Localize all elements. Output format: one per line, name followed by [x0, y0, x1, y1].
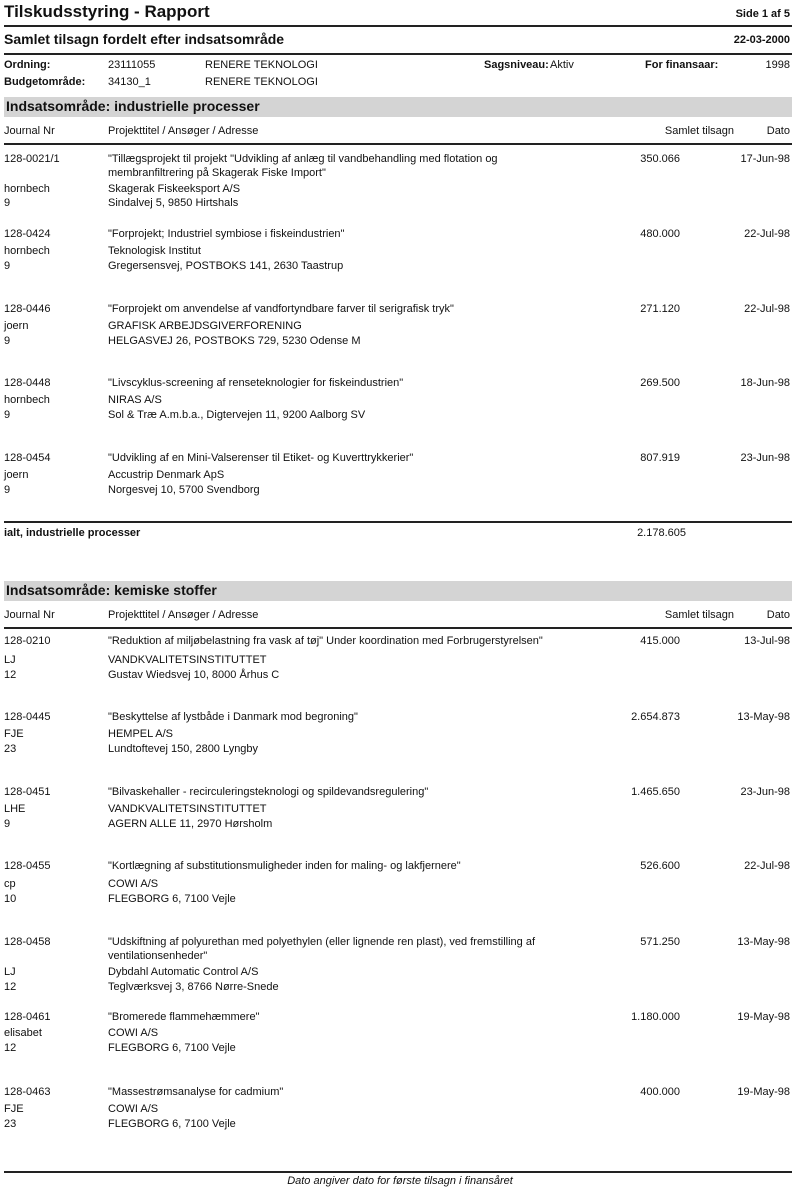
- ordning-code: 23111055: [108, 59, 156, 71]
- address: Teglværksvej 3, 8766 Nørre-Snede: [108, 981, 279, 993]
- journal-nr: 128-0210: [4, 635, 51, 647]
- address: FLEGBORG 6, 7100 Vejle: [108, 1042, 236, 1054]
- journal-nr: 128-0021/1: [4, 153, 60, 165]
- level: 12: [4, 1042, 17, 1054]
- date: 19-May-98: [737, 1086, 790, 1098]
- project-title: "Udskiftning af polyurethan med polyethylen (eller lignende ren plast), ved fremstilling af ventilationsenheder": [108, 936, 536, 962]
- user: LJ: [4, 966, 16, 978]
- col-journal: Journal Nr: [4, 609, 55, 621]
- applicant: NIRAS A/S: [108, 394, 162, 406]
- journal-nr: 128-0461: [4, 1011, 51, 1023]
- col-amount: Samlet tilsagn: [664, 609, 734, 621]
- date: 13-May-98: [737, 936, 790, 948]
- journal-nr: 128-0448: [4, 377, 51, 389]
- ordning-label: Ordning:: [4, 59, 51, 71]
- address: HELGASVEJ 26, POSTBOKS 729, 5230 Odense M: [108, 335, 361, 347]
- user: joern: [4, 469, 29, 481]
- user: hornbech: [4, 183, 50, 195]
- date: 23-Jun-98: [740, 786, 790, 798]
- user: FJE: [4, 1103, 24, 1115]
- applicant: COWI A/S: [108, 1103, 159, 1115]
- applicant: Skagerak Fiskeeksport A/S: [108, 183, 241, 195]
- date: 13-May-98: [737, 711, 790, 723]
- address: Sol & Træ A.m.b.a., Digtervejen 11, 9200 Aalborg SV: [108, 409, 366, 421]
- project-title: "Beskyttelse af lystbåde i Danmark mod begroning": [108, 711, 358, 723]
- divider: [4, 521, 792, 523]
- project-title: "Tillægsprojekt til projekt "Udvikling af anlæg til vandbehandling med flotation og membranfiltrering på Skagerak Fiske Import": [108, 153, 498, 179]
- applicant: COWI A/S: [108, 1027, 159, 1039]
- level: 9: [4, 197, 11, 209]
- user: cp: [4, 878, 16, 890]
- project-title: "Bromerede flammehæmmere": [108, 1011, 260, 1023]
- address: Gustav Wiedsvej 10, 8000 Århus C: [108, 669, 280, 681]
- level: 9: [4, 260, 11, 272]
- section-total-label: ialt, industrielle processer: [4, 527, 141, 539]
- user: LHE: [4, 803, 26, 815]
- budget-name: RENERE TEKNOLOGI: [205, 76, 318, 88]
- applicant: Dybdahl Automatic Control A/S: [108, 966, 259, 978]
- user: hornbech: [4, 394, 50, 406]
- date: 18-Jun-98: [740, 377, 790, 389]
- journal-nr: 128-0455: [4, 860, 51, 872]
- section-total-value: 2.178.605: [637, 527, 686, 539]
- section-title: Indsatsområde: kemiske stoffer: [6, 582, 217, 598]
- applicant: VANDKVALITETSINSTITUTTET: [108, 654, 267, 666]
- budget-code: 34130_1: [108, 76, 151, 88]
- level: 9: [4, 818, 11, 830]
- amount: 526.600: [640, 860, 680, 872]
- address: Lundtoftevej 150, 2800 Lyngby: [108, 743, 259, 755]
- user: joern: [4, 320, 29, 332]
- amount: 480.000: [640, 228, 680, 240]
- level: 9: [4, 409, 11, 421]
- applicant: HEMPEL A/S: [108, 728, 174, 740]
- applicant: Teknologisk Institut: [108, 245, 201, 257]
- user: elisabet: [4, 1027, 42, 1039]
- applicant: GRAFISK ARBEJDSGIVERFORENING: [108, 320, 302, 332]
- page-indicator: Side 1 af 5: [735, 8, 790, 20]
- date: 22-Jul-98: [744, 228, 790, 240]
- footer-note: Dato angiver dato for første tilsagn i finansåret: [287, 1175, 513, 1187]
- project-title: "Reduktion af miljøbelastning fra vask af tøj" Under koordination med Forbrugerstyrelsen": [108, 635, 543, 647]
- divider: [4, 1171, 792, 1173]
- level: 23: [4, 743, 17, 755]
- col-project: Projekttitel / Ansøger / Adresse: [108, 125, 259, 137]
- user: hornbech: [4, 245, 50, 257]
- address: Gregersensvej, POSTBOKS 141, 2630 Taastrup: [108, 260, 344, 272]
- applicant: Accustrip Denmark ApS: [108, 469, 225, 481]
- sagsniveau-value: Aktiv: [550, 59, 574, 71]
- journal-nr: 128-0463: [4, 1086, 51, 1098]
- report-title: Tilskudsstyring - Rapport: [4, 2, 210, 21]
- journal-nr: 128-0451: [4, 786, 51, 798]
- col-project: Projekttitel / Ansøger / Adresse: [108, 609, 259, 621]
- divider: [4, 627, 792, 629]
- budget-label: Budgetområde:: [4, 76, 86, 88]
- level: 12: [4, 981, 17, 993]
- project-title: "Udvikling af en Mini-Valserenser til Etiket- og Kuverttrykkerier": [108, 452, 414, 464]
- col-date: Dato: [766, 125, 790, 137]
- level: 23: [4, 1118, 17, 1130]
- user: LJ: [4, 654, 16, 666]
- project-title: "Bilvaskehaller - recirculeringsteknologi og spildevandsregulering": [108, 786, 429, 798]
- project-title: "Forprojekt om anvendelse af vandfortyndbare farver til serigrafisk tryk": [108, 303, 454, 315]
- divider: [4, 143, 792, 145]
- journal-nr: 128-0445: [4, 711, 51, 723]
- amount: 571.250: [640, 936, 680, 948]
- project-title: "Kortlægning af substitutionsmuligheder inden for maling- og lakfjernere": [108, 860, 461, 872]
- amount: 271.120: [640, 303, 680, 315]
- amount: 415.000: [640, 635, 680, 647]
- report-subtitle: Samlet tilsagn fordelt efter indsatsområde: [4, 31, 285, 47]
- col-date: Dato: [766, 609, 790, 621]
- section-title: Indsatsområde: industrielle processer: [6, 98, 260, 114]
- divider: [4, 25, 792, 27]
- amount: 400.000: [640, 1086, 680, 1098]
- address: Norgesvej 10, 5700 Svendborg: [108, 484, 260, 496]
- project-title: "Livscyklus-screening af renseteknologier for fiskeindustrien": [108, 377, 404, 389]
- sagsniveau-label: Sagsniveau:: [484, 59, 549, 71]
- finansaar-value: 1998: [765, 59, 790, 71]
- date: 22-Jul-98: [744, 303, 790, 315]
- level: 10: [4, 893, 17, 905]
- date: 13-Jul-98: [744, 635, 790, 647]
- project-title: "Forprojekt; Industriel symbiose i fiskeindustrien": [108, 228, 345, 240]
- journal-nr: 128-0458: [4, 936, 51, 948]
- date: 22-Jul-98: [744, 860, 790, 872]
- journal-nr: 128-0454: [4, 452, 51, 464]
- col-amount: Samlet tilsagn: [664, 125, 734, 137]
- address: AGERN ALLE 11, 2970 Hørsholm: [108, 818, 273, 830]
- divider: [4, 53, 792, 55]
- amount: 807.919: [640, 452, 680, 464]
- finansaar-label: For finansaar:: [645, 59, 719, 71]
- applicant: COWI A/S: [108, 878, 159, 890]
- amount: 350.066: [640, 153, 680, 165]
- date: 17-Jun-98: [740, 153, 790, 165]
- amount: 1.180.000: [631, 1011, 680, 1023]
- applicant: VANDKVALITETSINSTITUTTET: [108, 803, 267, 815]
- date: 19-May-98: [737, 1011, 790, 1023]
- journal-nr: 128-0446: [4, 303, 51, 315]
- level: 9: [4, 335, 11, 347]
- amount: 1.465.650: [631, 786, 680, 798]
- report-date: 22-03-2000: [733, 34, 790, 46]
- date: 23-Jun-98: [740, 452, 790, 464]
- amount: 269.500: [640, 377, 680, 389]
- address: FLEGBORG 6, 7100 Vejle: [108, 1118, 236, 1130]
- level: 12: [4, 669, 17, 681]
- col-journal: Journal Nr: [4, 125, 55, 137]
- user: FJE: [4, 728, 24, 740]
- project-title: "Massestrømsanalyse for cadmium": [108, 1086, 284, 1098]
- journal-nr: 128-0424: [4, 228, 51, 240]
- level: 9: [4, 484, 11, 496]
- address: FLEGBORG 6, 7100 Vejle: [108, 893, 236, 905]
- ordning-name: RENERE TEKNOLOGI: [205, 59, 318, 71]
- amount: 2.654.873: [631, 711, 680, 723]
- address: Sindalvej 5, 9850 Hirtshals: [108, 197, 239, 209]
